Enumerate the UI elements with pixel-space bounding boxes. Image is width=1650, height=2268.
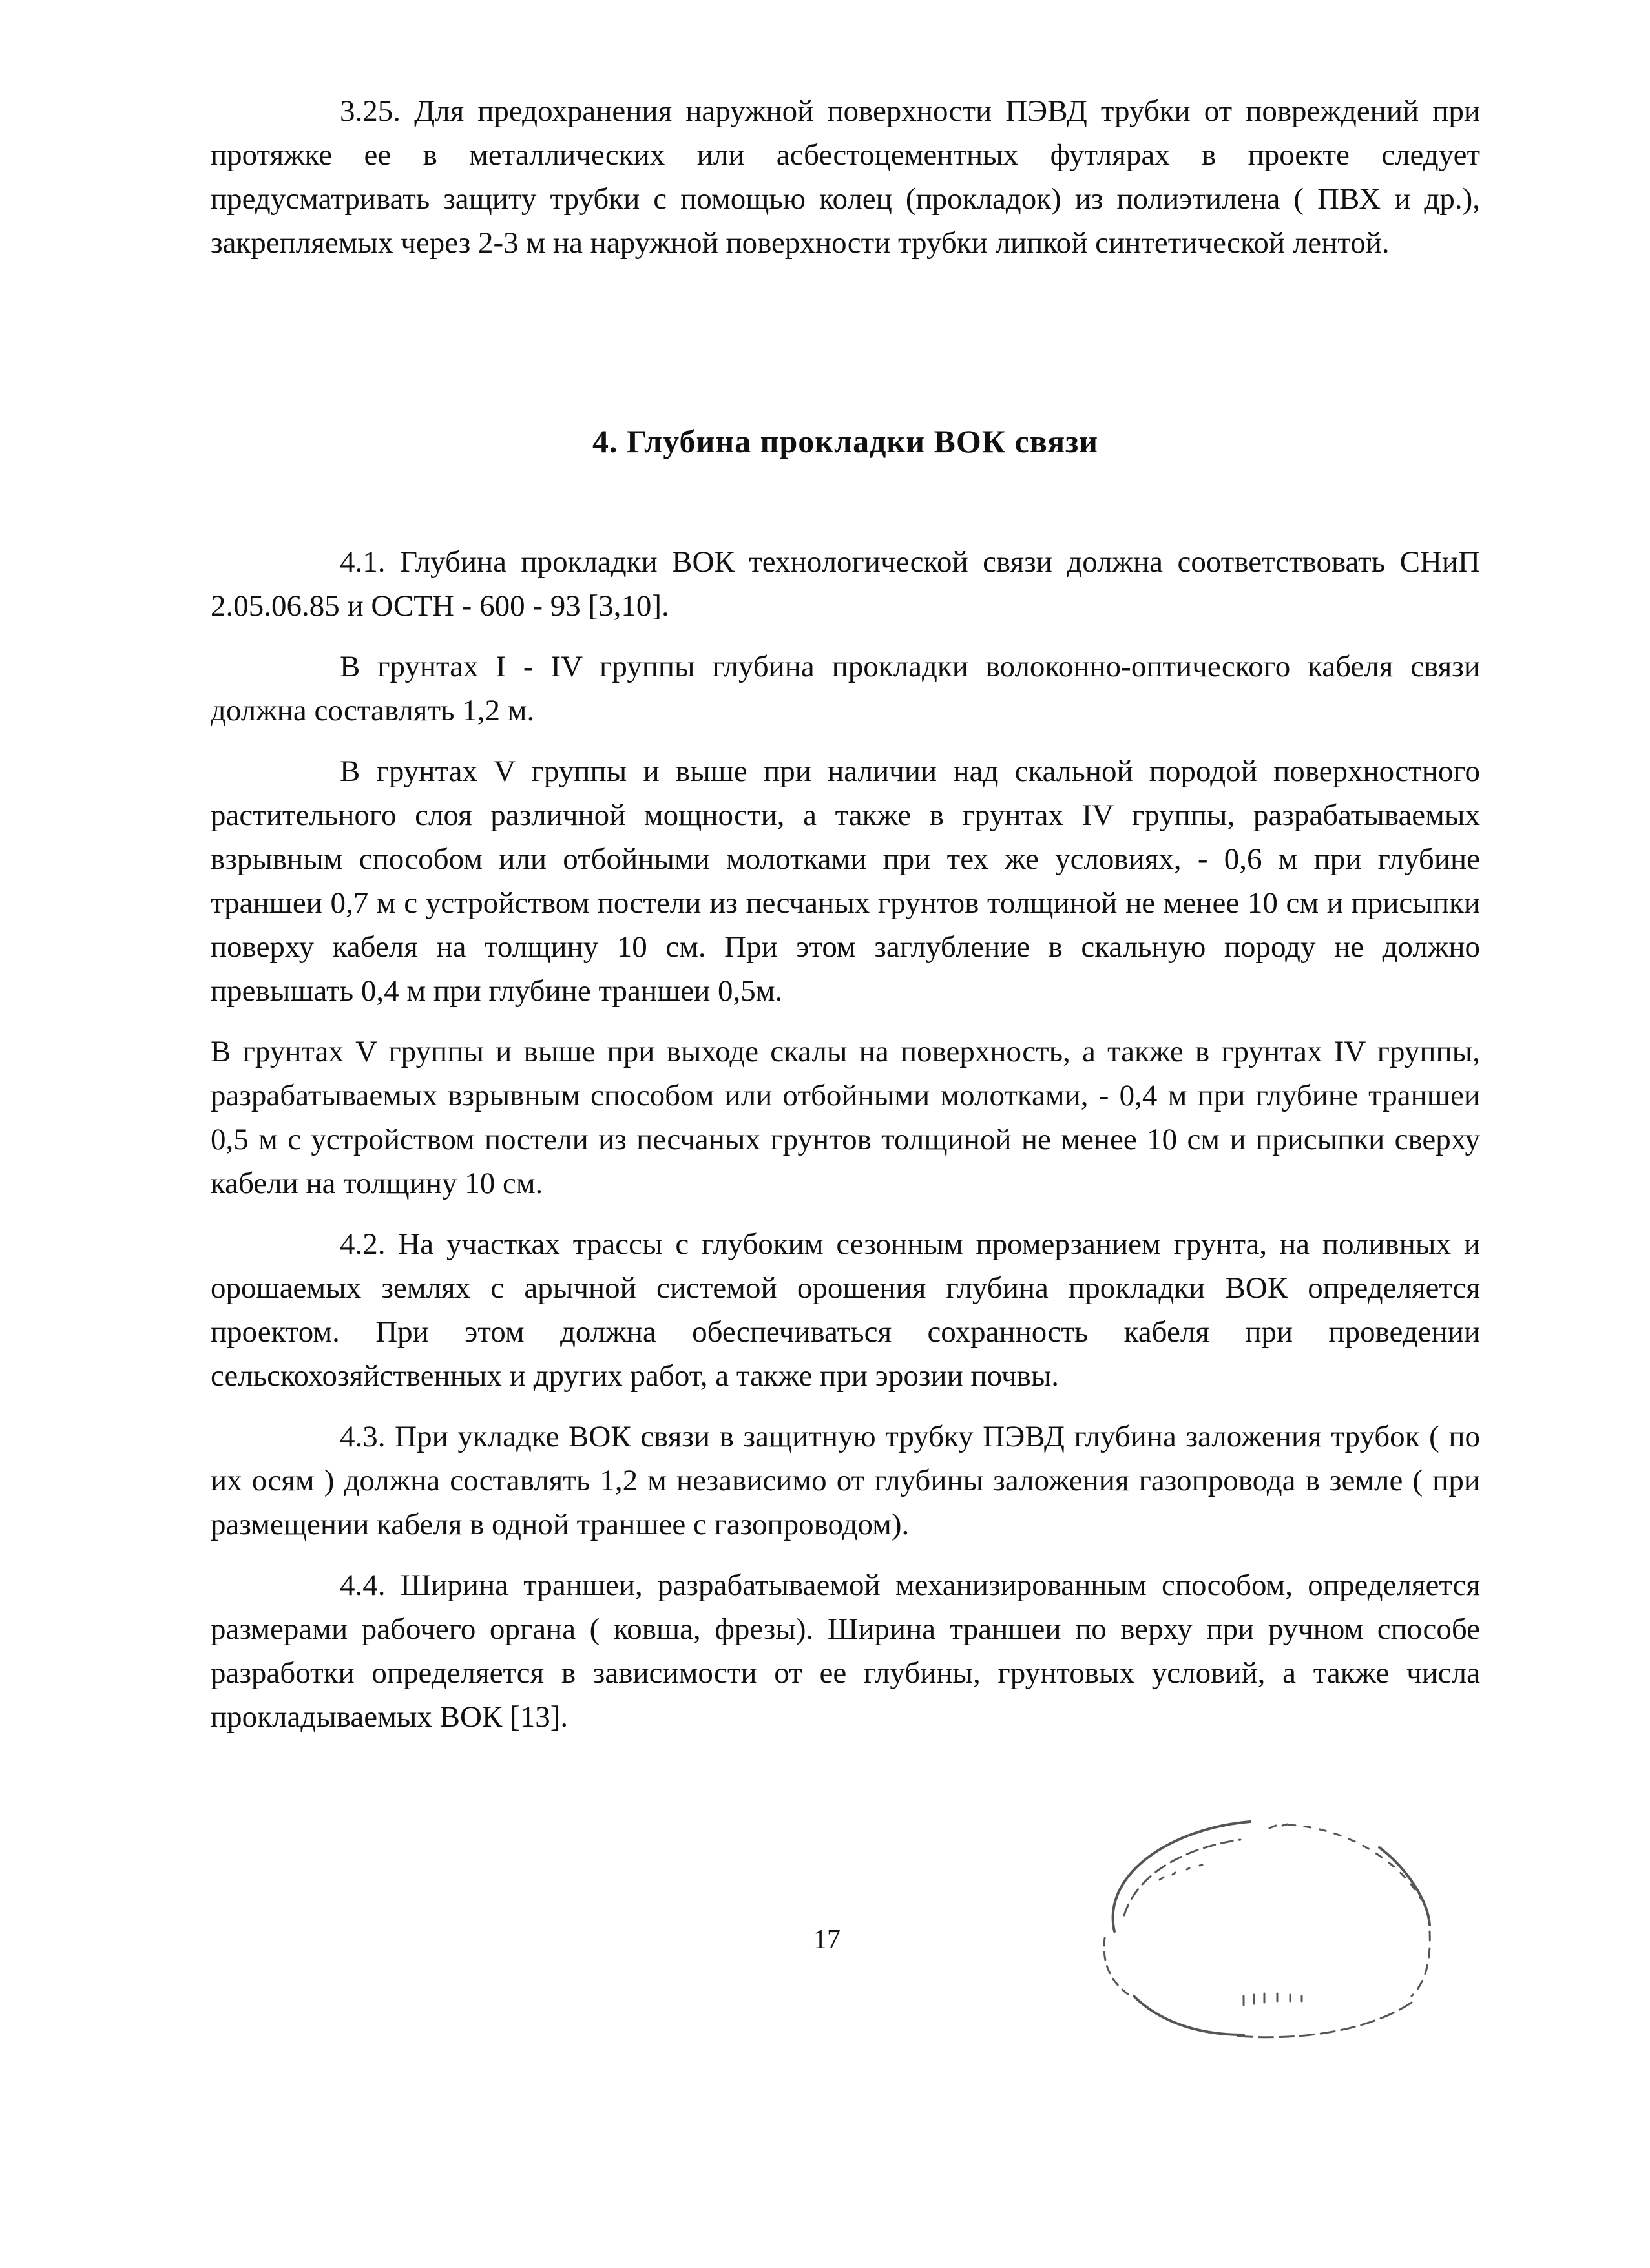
section-4-block [211,540,1480,1739]
paragraph-4-2: 4.2. На участках трассы с глубоким сезонным промерзанием грунта, на поливных и орошаемых землях с арычной системой орошения глубина прокладки ВОК определяется проектом. При этом должна обеспечиваться сохранность кабеля при проведении сельскохозяйственных и других работ, а также при эрозии почвы. [211,1227,1480,1393]
paragraph-group-5-rock-surface: В грунтах V группы и выше при выходе скалы на поверхность, а также в грунтах IV группы, разрабатываемых взрывным способом или отбойными молотками, - 0,4 м при глубине траншеи 0,5 м с устройством постели из песчаных грунтов толщиной не менее 10 см и присыпки сверху кабели на толщину 10 см. [211,1035,1480,1200]
stamp-ellipse-graphic [1076,1802,1450,2048]
page-number: 17 [813,1925,841,1955]
paragraph-group-5-soil-layer: В грунтах V группы и выше при наличии над скальной породой поверхностного растительного слоя различной мощности, а также в грунтах IV группы, разрабатываемых взрывным способом или отбойными молотками при тех же условиях, - 0,6 м при глубине траншеи 0,7 м с устройством постели из песчаных грунтов толщиной не менее 10 см и присыпки поверху кабеля на толщину 10 см. При этом заглубление в скальную породу не должно превышать 0,4 м при глубине траншеи 0,5м. [211,754,1480,1008]
paragraph-4-4: 4.4. Ширина траншеи, разрабатываемой механизированным способом, определяется размерами рабочего органа ( ковша, фрезы). Ширина траншеи по верху при ручном способе разработки определяется в зависимости от ее глубины, грунтовых условий, а также числа прокладываемых ВОК [13]. [211,1568,1480,1734]
section-heading: 4. Глубина прокладки ВОК связи [592,423,1099,459]
paragraph-4-3: 4.3. При укладке ВОК связи в защитную трубку ПЭВД глубина заложения трубок ( по их осям ) должна составлять 1,2 м независимо от глубины заложения газопровода в земле ( при размещении кабеля в одной траншее с газопроводом). [211,1420,1480,1541]
section-3-block [211,89,1480,265]
paragraph-4-1: 4.1. Глубина прокладки ВОК технологической связи должна соответствовать СНиП 2.05.06.85 и ОСТН - 600 - 93 [3,10]. [211,545,1480,623]
faded-stamp [1076,1802,1450,2048]
paragraph-3-25: 3.25. Для предохранения наружной поверхности ПЭВД трубки от повреждений при протяжке ее в металлических или асбестоцементных футлярах в проекте следует предусматривать защиту трубки с помощью колец (прокладок) из полиэтилена ( ПВХ и др.), закрепляемых через 2-3 м на наружной поверхности трубки липкой синтетической лентой. [211,94,1480,260]
paragraph-groups-1-4: В грунтах I - IV группы глубина прокладки волоконно-оптического кабеля связи должна составлять 1,2 м. [211,650,1480,727]
